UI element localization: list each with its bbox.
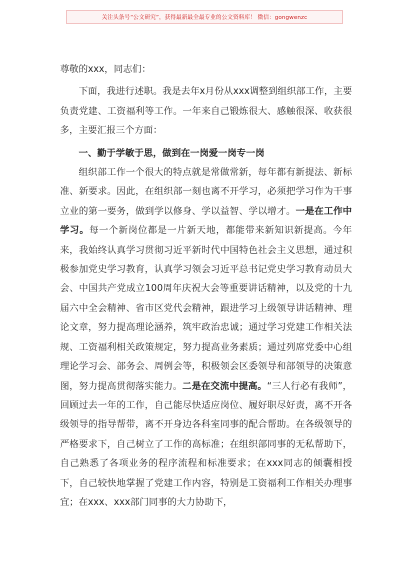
- section-heading: 一、勤于学敏于思，做到在一岗爱一岗专一岗: [78, 147, 265, 159]
- subpoint-heading-1: 一是在工作中学习。: [60, 205, 352, 237]
- paragraph-text-3: “三人行必有我师”，回顾过去一年的工作，自己能尽快适应岗位、履好职尽好责，离不开各级领导的指导帮带，离不开身边各科室同事的配合帮助。在各级领导的严格要求下，自己树立了工作的高标准；在组织部同事的无私帮助下，自己熟悉了各项业务的程序流程和标准要求；在xxx同志的倾囊相授下，自己较快地掌握了党建工作内容，特别是工资福利工作相关办理事宜；在xxx、xxx部门同事的大力协助下，: [60, 380, 352, 508]
- promo-banner[interactable]: [66, 10, 343, 24]
- salutation: 尊敬的xxx，同志们：: [60, 64, 151, 75]
- paragraph-text-2: 每一个新岗位都是一片新天地，都能带来新知识新提高。今年来，我始终认真学习贯彻习近平新时代中国特色社会主义思想，通过积极参加党史学习教育，认真学习领会习近平总书记党史学习教育动员大会、中国共产党成立100周年庆祝大会等重要讲话精神，以及党的十九届六中全会精神、省市区党代会精神，跟进学习上级领导讲话精神、理论文章，努力提高理论涵养，筑牢政治忠诚；通过学习党建工作相关法规、工资福利相关政策规定，努力提高业务素质；通过列席党委中心组理论学习会、部务会、周例会等，积极领会区委领导和部领导的决策意图，努力提高贯彻落实能力。: [60, 225, 352, 392]
- paragraph-text-1: 组织部工作一个很大的特点就是常做常新，每年都有新提法、新标准、新要求。因此，在组织部一刻也离不开学习，必须把学习作为干事立业的第一要务，做到学以修身、学以益智、学以增才。: [60, 167, 352, 217]
- promo-banner-text: 关注头条号“公文研究”，获得最新最全最专业的公文资料库！ 微信：gongwenzc: [101, 15, 308, 21]
- intro-paragraph: 下面，我进行述职。我是去年x月份从xxx调整到组织部工作，主要负责党建、工资福利等工作。一年来自己锻炼很大、感触很深、收获很多，主要汇报三个方面：: [60, 86, 352, 137]
- document-body: [60, 60, 352, 512]
- section-paragraph: [60, 163, 352, 512]
- subpoint-heading-2: 二是在交流中提高。: [182, 380, 267, 392]
